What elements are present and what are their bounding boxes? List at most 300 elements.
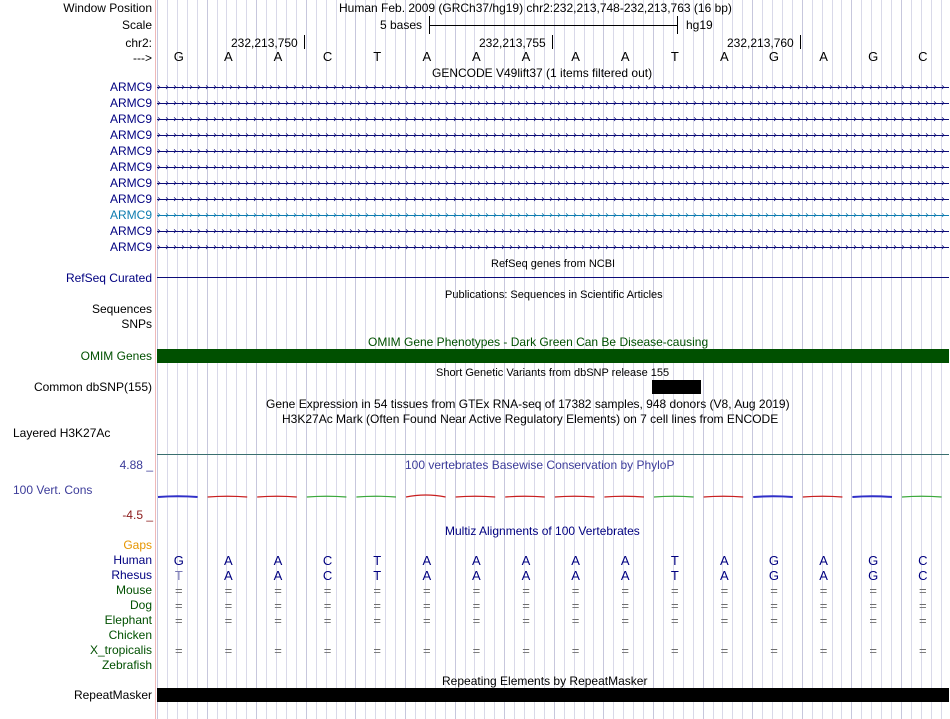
strand-arrow-icon: › [677, 162, 681, 173]
position-tick-3: 232,213,760 [727, 36, 794, 50]
strand-arrow-icon: › [197, 82, 201, 93]
strand-arrow-icon: › [405, 210, 409, 221]
strand-arrow-icon: › [189, 146, 193, 157]
strand-arrow-icon: › [293, 114, 297, 125]
strand-arrow-icon: › [469, 226, 473, 237]
strand-arrow-icon: › [269, 178, 273, 189]
strand-arrow-icon: › [253, 226, 257, 237]
strand-arrow-icon: › [741, 178, 745, 189]
strand-arrow-icon: › [901, 162, 905, 173]
strand-arrow-icon: › [349, 194, 353, 205]
strand-arrow-icon: › [445, 178, 449, 189]
multiz-base: = [274, 598, 282, 613]
gencode-transcript-label[interactable]: ARMC9 [109, 224, 152, 238]
strand-arrow-icon: › [717, 242, 721, 253]
strand-arrow-icon: › [197, 130, 201, 141]
multiz-base: = [175, 583, 183, 598]
strand-arrow-icon: › [389, 114, 393, 125]
strand-arrow-icon: › [525, 162, 529, 173]
strand-arrow-icon: › [781, 194, 785, 205]
strand-arrow-icon: › [621, 210, 625, 221]
strand-arrow-icon: › [733, 210, 737, 221]
strand-arrow-icon: › [173, 114, 177, 125]
multiz-base: = [423, 643, 431, 658]
strand-arrow-icon: › [389, 194, 393, 205]
multiz-base: = [323, 643, 332, 658]
strand-arrow-icon: › [461, 98, 465, 109]
gencode-transcript-label[interactable]: ARMC9 [109, 144, 152, 158]
strand-arrow-icon: › [237, 82, 241, 93]
strand-arrow-icon: › [181, 178, 185, 189]
strand-arrow-icon: › [885, 210, 889, 221]
strand-arrow-icon: › [517, 194, 521, 205]
strand-arrow-icon: › [821, 162, 825, 173]
strand-arrow-icon: › [877, 130, 881, 141]
strand-arrow-icon: › [789, 146, 793, 157]
strand-arrow-icon: › [717, 130, 721, 141]
strand-arrow-icon: › [853, 114, 857, 125]
multiz-species-label[interactable]: Elephant [104, 613, 152, 627]
strand-arrow-icon: › [309, 226, 313, 237]
strand-arrow-icon: › [749, 146, 753, 157]
multiz-species-label[interactable]: Dog [129, 598, 152, 612]
strand-arrow-icon: › [893, 226, 897, 237]
strand-arrow-icon: › [549, 194, 553, 205]
strand-arrow-icon: › [445, 194, 449, 205]
strand-arrow-icon: › [797, 98, 801, 109]
multiz-base: = [571, 643, 580, 658]
dbsnp-track-title[interactable]: Short Genetic Variants from dbSNP release 155 [436, 367, 670, 379]
strand-arrow-icon: › [333, 210, 337, 221]
strand-arrow-icon: › [525, 194, 529, 205]
strand-arrow-icon: › [709, 242, 713, 253]
strand-arrow-icon: › [733, 194, 737, 205]
strand-arrow-icon: › [509, 130, 513, 141]
strand-arrow-icon: › [605, 146, 609, 157]
strand-arrow-icon: › [749, 162, 753, 173]
strand-arrow-icon: › [549, 82, 553, 93]
strand-arrow-icon: › [845, 210, 849, 221]
strand-arrow-icon: › [725, 194, 729, 205]
strand-arrow-icon: › [893, 98, 897, 109]
strand-arrow-icon: › [661, 162, 665, 173]
strand-arrow-icon: › [645, 194, 649, 205]
strand-arrow-icon: › [453, 194, 457, 205]
gencode-track-title[interactable]: GENCODE V49lift37 (1 items filtered out) [432, 66, 653, 80]
strand-arrow-icon: › [413, 98, 417, 109]
strand-arrow-icon: › [413, 114, 417, 125]
strand-arrow-icon: › [749, 242, 753, 253]
strand-arrow-icon: › [781, 114, 785, 125]
strand-arrow-icon: › [933, 146, 937, 157]
strand-arrow-icon: › [701, 242, 705, 253]
strand-arrow-icon: › [701, 194, 705, 205]
strand-arrow-icon: › [421, 178, 425, 189]
strand-arrow-icon: › [725, 114, 729, 125]
strand-arrow-icon: › [277, 82, 281, 93]
strand-arrow-icon: › [669, 210, 673, 221]
strand-arrow-icon: › [757, 130, 761, 141]
strand-arrow-icon: › [813, 162, 817, 173]
strand-arrow-icon: › [597, 146, 601, 157]
multiz-base: = [175, 643, 183, 658]
strand-arrow-icon: › [197, 114, 201, 125]
strand-arrow-icon: › [285, 98, 289, 109]
strand-arrow-icon: › [157, 226, 161, 237]
strand-arrow-icon: › [541, 82, 545, 93]
strand-arrow-icon: › [757, 194, 761, 205]
multiz-species-label[interactable]: Mouse [115, 583, 152, 597]
h3k27ac-track-title[interactable]: H3K27Ac Mark (Often Found Near Active Regulatory Elements) on 7 cell lines from ENCODE [282, 412, 779, 426]
strand-arrow-icon: › [301, 130, 305, 141]
strand-arrow-icon: › [341, 130, 345, 141]
strand-arrow-icon: › [589, 162, 593, 173]
strand-arrow-icon: › [509, 226, 513, 237]
publications-track-title[interactable]: Publications: Sequences in Scientific Articles [445, 289, 663, 301]
gencode-transcript-label[interactable]: ARMC9 [109, 128, 152, 142]
strand-arrow-icon: › [165, 146, 169, 157]
sequences-label[interactable]: Sequences [91, 302, 152, 316]
strand-arrow-icon: › [205, 98, 209, 109]
strand-arrow-icon: › [701, 114, 705, 125]
strand-arrow-icon: › [373, 194, 377, 205]
strand-arrow-icon: › [821, 146, 825, 157]
strand-arrow-icon: › [829, 210, 833, 221]
strand-arrow-icon: › [749, 98, 753, 109]
strand-arrow-icon: › [517, 226, 521, 237]
multiz-base: = [770, 598, 778, 613]
strand-arrow-icon: › [517, 162, 521, 173]
strand-arrow-icon: › [157, 194, 161, 205]
strand-arrow-icon: › [389, 242, 393, 253]
position-tick-1: 232,213,750 [231, 36, 298, 50]
strand-arrow-icon: › [693, 146, 697, 157]
strand-arrow-icon: › [613, 98, 617, 109]
strand-arrow-icon: › [189, 130, 193, 141]
strand-arrow-icon: › [661, 242, 665, 253]
gtex-track-title[interactable]: Gene Expression in 54 tissues from GTEx RNA-seq of 17382 samples, 948 donors (V8, Aug 2019) [266, 397, 790, 411]
strand-arrow-icon: › [621, 194, 625, 205]
strand-arrow-icon: › [909, 114, 913, 125]
strand-arrow-icon: › [565, 162, 569, 173]
strand-arrow-icon: › [341, 242, 345, 253]
strand-arrow-icon: › [165, 226, 169, 237]
strand-arrow-icon: › [869, 178, 873, 189]
strand-arrow-icon: › [373, 130, 377, 141]
strand-arrow-icon: › [653, 98, 657, 109]
strand-arrow-icon: › [173, 130, 177, 141]
strand-arrow-icon: › [333, 114, 337, 125]
strand-arrow-icon: › [165, 98, 169, 109]
cons-track-title[interactable]: 100 vertebrates Basewise Conservation by PhyloP [405, 458, 675, 472]
multiz-base: = [274, 583, 282, 598]
gencode-transcript-label[interactable]: ARMC9 [109, 176, 152, 190]
strand-arrow-icon: › [413, 146, 417, 157]
strand-arrow-icon: › [741, 114, 745, 125]
strand-arrow-icon: › [765, 146, 769, 157]
strand-arrow-icon: › [821, 82, 825, 93]
strand-arrow-icon: › [693, 82, 697, 93]
strand-arrow-icon: › [693, 194, 697, 205]
strand-arrow-icon: › [805, 82, 809, 93]
strand-arrow-icon: › [893, 130, 897, 141]
strand-arrow-icon: › [725, 130, 729, 141]
strand-arrow-icon: › [173, 178, 177, 189]
strand-arrow-icon: › [773, 98, 777, 109]
strand-arrow-icon: › [349, 130, 353, 141]
strand-arrow-icon: › [933, 82, 937, 93]
strand-arrow-icon: › [389, 146, 393, 157]
strand-arrow-icon: › [533, 178, 537, 189]
strand-arrow-icon: › [333, 194, 337, 205]
multiz-base: A [224, 568, 233, 583]
h3k27ac-label[interactable]: Layered H3K27Ac [13, 426, 111, 440]
multiz-base: = [571, 583, 580, 598]
strand-arrow-icon: › [189, 98, 193, 109]
gencode-transcript-label[interactable]: ARMC9 [109, 208, 152, 222]
strand-arrow-icon: › [853, 210, 857, 221]
strand-arrow-icon: › [253, 114, 257, 125]
strand-arrow-icon: › [453, 242, 457, 253]
strand-arrow-icon: › [709, 146, 713, 157]
multiz-base: = [919, 613, 927, 628]
strand-arrow-icon: › [405, 178, 409, 189]
strand-arrow-icon: › [453, 162, 457, 173]
strand-arrow-icon: › [781, 226, 785, 237]
strand-arrow-icon: › [765, 194, 769, 205]
strand-arrow-icon: › [845, 178, 849, 189]
strand-arrow-icon: › [605, 82, 609, 93]
strand-arrow-icon: › [597, 210, 601, 221]
multiz-base: = [472, 643, 481, 658]
multiz-base: = [274, 613, 282, 628]
multiz-base: = [621, 598, 629, 613]
multiz-base: A [620, 553, 630, 568]
multiz-species-label[interactable]: Human [113, 553, 152, 567]
multiz-species-label[interactable]: X_tropicalis [89, 643, 152, 657]
strand-arrow-icon: › [301, 146, 305, 157]
strand-arrow-icon: › [917, 242, 921, 253]
strand-arrow-icon: › [421, 226, 425, 237]
gencode-transcript-label[interactable]: ARMC9 [109, 96, 152, 110]
phylop-score-mark [307, 496, 347, 497]
strand-arrow-icon: › [293, 162, 297, 173]
strand-arrow-icon: › [565, 242, 569, 253]
strand-arrow-icon: › [677, 178, 681, 189]
strand-arrow-icon: › [541, 194, 545, 205]
strand-arrow-icon: › [925, 210, 929, 221]
strand-arrow-icon: › [525, 242, 529, 253]
strand-arrow-icon: › [381, 162, 385, 173]
strand-arrow-icon: › [165, 178, 169, 189]
multiz-species-label[interactable]: Chicken [108, 628, 152, 642]
cons-label[interactable]: 100 Vert. Cons [13, 483, 93, 497]
repeatmasker-track-title[interactable]: Repeating Elements by RepeatMasker [442, 674, 648, 688]
gaps-label[interactable]: Gaps [123, 538, 152, 552]
strand-arrow-icon: › [309, 210, 313, 221]
strand-arrow-icon: › [701, 130, 705, 141]
omim-track-title[interactable]: OMIM Gene Phenotypes - Dark Green Can Be Disease-causing [368, 335, 709, 349]
strand-arrow-icon: › [229, 242, 233, 253]
strand-arrow-icon: › [933, 242, 937, 253]
strand-arrow-icon: › [309, 98, 313, 109]
multiz-base: G [868, 553, 879, 568]
strand-arrow-icon: › [917, 130, 921, 141]
strand-arrow-icon: › [837, 130, 841, 141]
multiz-base: A [472, 553, 481, 568]
strand-arrow-icon: › [461, 146, 465, 157]
strand-arrow-icon: › [597, 98, 601, 109]
strand-arrow-icon: › [893, 114, 897, 125]
strand-arrow-icon: › [397, 162, 401, 173]
strand-arrow-icon: › [221, 162, 225, 173]
strand-arrow-icon: › [589, 82, 593, 93]
strand-arrow-icon: › [445, 226, 449, 237]
strand-arrow-icon: › [549, 98, 553, 109]
strand-arrow-icon: › [861, 114, 865, 125]
strand-arrow-icon: › [669, 226, 673, 237]
strand-arrow-icon: › [653, 242, 657, 253]
dbsnp-label[interactable]: Common dbSNP(155) [33, 380, 152, 394]
strand-arrow-icon: › [661, 98, 665, 109]
strand-arrow-icon: › [597, 194, 601, 205]
strand-arrow-icon: › [869, 162, 873, 173]
strand-arrow-icon: › [557, 242, 561, 253]
strand-arrow-icon: › [765, 162, 769, 173]
strand-arrow-icon: › [165, 242, 169, 253]
strand-arrow-icon: › [637, 162, 641, 173]
strand-arrow-icon: › [365, 82, 369, 93]
strand-arrow-icon: › [261, 146, 265, 157]
snps-label[interactable]: SNPs [121, 317, 152, 331]
strand-arrow-icon: › [725, 146, 729, 157]
refseq-track-title[interactable]: RefSeq genes from NCBI [491, 258, 616, 270]
strand-arrow-icon: › [365, 114, 369, 125]
strand-arrow-icon: › [581, 210, 585, 221]
strand-arrow-icon: › [189, 242, 193, 253]
strand-arrow-icon: › [509, 210, 513, 221]
strand-arrow-icon: › [445, 98, 449, 109]
strand-arrow-icon: › [901, 98, 905, 109]
strand-arrow-icon: › [189, 178, 193, 189]
multiz-species-label[interactable]: Rhesus [111, 568, 152, 582]
gencode-transcript-label[interactable]: ARMC9 [109, 192, 152, 206]
strand-arrow-icon: › [277, 178, 281, 189]
strand-arrow-icon: › [677, 226, 681, 237]
strand-arrow-icon: › [765, 178, 769, 189]
strand-arrow-icon: › [373, 242, 377, 253]
base-letter: A [273, 49, 283, 64]
strand-arrow-icon: › [709, 130, 713, 141]
strand-arrow-icon: › [853, 194, 857, 205]
strand-arrow-icon: › [821, 210, 825, 221]
strand-arrow-icon: › [789, 194, 793, 205]
strand-arrow-icon: › [925, 146, 929, 157]
strand-arrow-icon: › [941, 130, 945, 141]
multiz-base: A [720, 568, 729, 583]
strand-arrow-icon: › [157, 82, 161, 93]
strand-arrow-icon: › [205, 114, 209, 125]
strand-arrow-icon: › [501, 210, 505, 221]
strand-arrow-icon: › [421, 82, 425, 93]
strand-arrow-icon: › [389, 210, 393, 221]
strand-arrow-icon: › [869, 210, 873, 221]
strand-arrow-icon: › [509, 194, 513, 205]
strand-arrow-icon: › [373, 226, 377, 237]
phylop-score-mark [704, 496, 744, 497]
strand-arrow-icon: › [469, 146, 473, 157]
strand-arrow-icon: › [181, 194, 185, 205]
multiz-base: = [323, 598, 332, 613]
strand-arrow-icon: › [581, 242, 585, 253]
strand-arrow-icon: › [909, 162, 913, 173]
scale-label: Scale [121, 18, 152, 32]
multiz-base: = [224, 613, 233, 628]
strand-arrow-icon: › [525, 98, 529, 109]
strand-arrow-icon: › [309, 194, 313, 205]
strand-arrow-icon: › [269, 162, 273, 173]
strand-arrow-icon: › [901, 194, 905, 205]
strand-arrow-icon: › [229, 226, 233, 237]
strand-arrow-icon: › [821, 242, 825, 253]
refseq-label[interactable]: RefSeq Curated [65, 271, 152, 285]
repeatmasker-label[interactable]: RepeatMasker [73, 688, 152, 702]
strand-arrow-icon: › [717, 162, 721, 173]
strand-arrow-icon: › [573, 130, 577, 141]
strand-arrow-icon: › [885, 130, 889, 141]
strand-arrow-icon: › [925, 194, 929, 205]
strand-arrow-icon: › [221, 194, 225, 205]
strand-arrow-icon: › [677, 194, 681, 205]
multiz-base: A [273, 568, 283, 583]
strand-arrow-icon: › [469, 210, 473, 221]
gencode-transcript-label[interactable]: ARMC9 [109, 240, 152, 254]
strand-arrow-icon: › [453, 210, 457, 221]
strand-arrow-icon: › [173, 226, 177, 237]
strand-arrow-icon: › [533, 226, 537, 237]
strand-arrow-icon: › [557, 194, 561, 205]
multiz-species-label[interactable]: Zebrafish [101, 658, 152, 672]
strand-arrow-icon: › [213, 130, 217, 141]
strand-arrow-icon: › [645, 162, 649, 173]
gencode-transcript-label[interactable]: ARMC9 [109, 160, 152, 174]
strand-arrow-icon: › [357, 130, 361, 141]
strand-arrow-icon: › [325, 210, 329, 221]
multiz-base: A [521, 568, 531, 583]
gencode-transcript-label[interactable]: ARMC9 [109, 112, 152, 126]
strand-arrow-icon: › [181, 162, 185, 173]
strand-arrow-icon: › [829, 242, 833, 253]
multiz-track-title[interactable]: Multiz Alignments of 100 Vertebrates [445, 524, 640, 538]
strand-arrow-icon: › [757, 178, 761, 189]
strand-arrow-icon: › [301, 114, 305, 125]
strand-arrow-icon: › [637, 130, 641, 141]
strand-arrow-icon: › [261, 178, 265, 189]
multiz-base: = [819, 583, 828, 598]
strand-arrow-icon: › [821, 98, 825, 109]
strand-arrow-icon: › [789, 114, 793, 125]
gencode-transcript-label[interactable]: ARMC9 [109, 80, 152, 94]
strand-arrow-icon: › [325, 242, 329, 253]
strand-arrow-icon: › [909, 130, 913, 141]
multiz-base: = [919, 643, 927, 658]
strand-arrow-icon: › [245, 194, 249, 205]
omim-label[interactable]: OMIM Genes [80, 349, 152, 363]
strand-arrow-icon: › [789, 130, 793, 141]
strand-arrow-icon: › [685, 114, 689, 125]
strand-arrow-icon: › [541, 114, 545, 125]
strand-arrow-icon: › [285, 194, 289, 205]
